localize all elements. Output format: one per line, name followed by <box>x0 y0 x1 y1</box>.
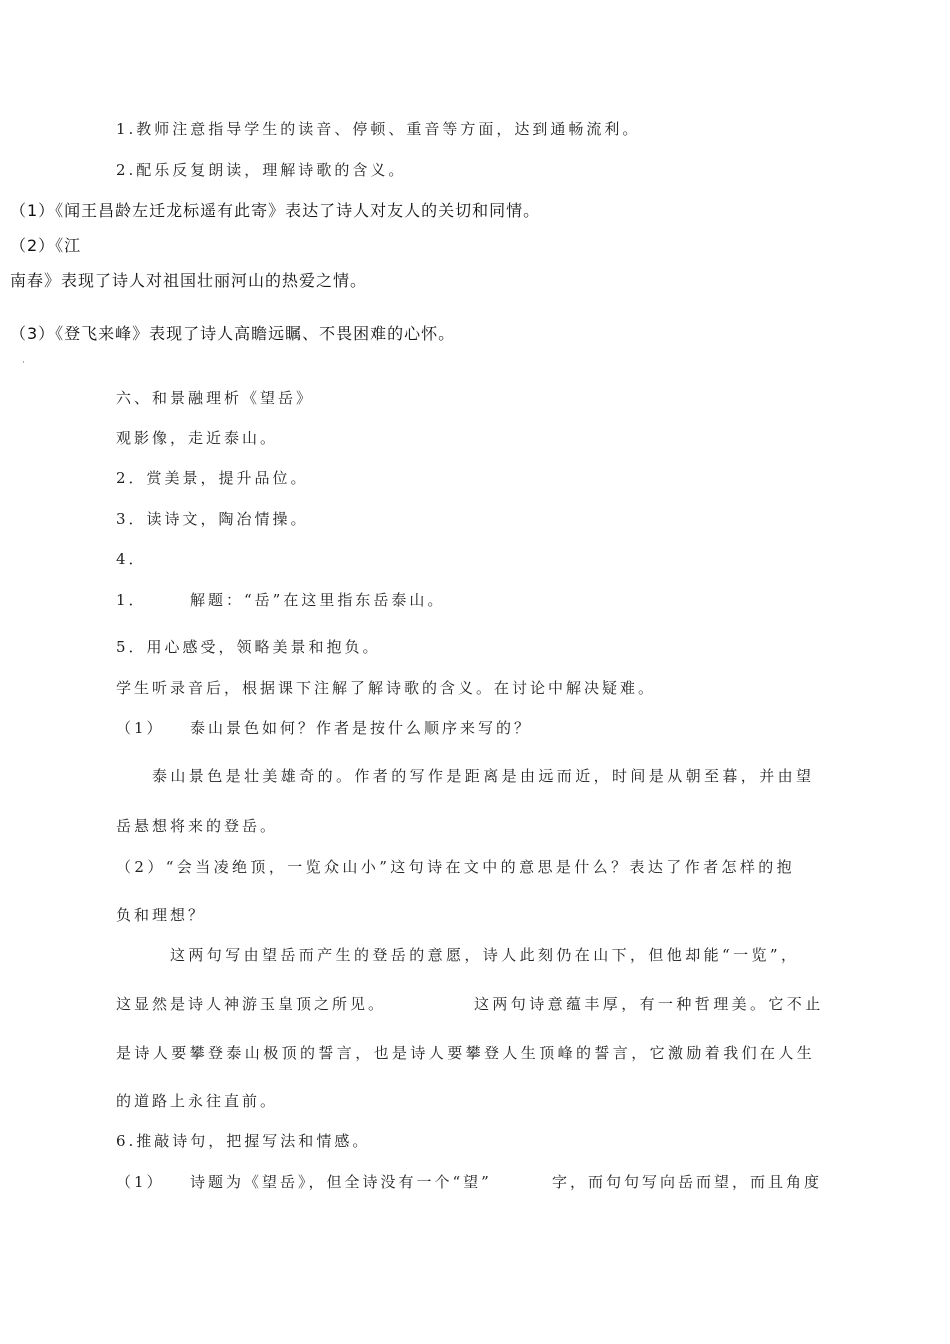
paragraph-line: 6.推敲诗句，把握写法和情感。 <box>116 1132 371 1150</box>
section-heading: 六、和景融理析《望岳》 <box>116 389 315 407</box>
paragraph-line: 岳悬想将来的登岳。 <box>116 817 279 835</box>
paragraph-line: 1.教师注意指导学生的读音、停顿、重音等方面，达到通畅流利。 <box>116 120 641 138</box>
paragraph-line: 的道路上永往直前。 <box>116 1092 279 1110</box>
paragraph-line: 5．用心感受，领略美景和抱负。 <box>116 638 381 656</box>
paragraph-line: （2）《江 <box>10 236 82 255</box>
paragraph-line: 学生听录音后，根据课下注解了解诗歌的含义。在讨论中解决疑难。 <box>116 679 657 697</box>
paragraph-line: 这两句写由望岳而产生的登岳的意愿，诗人此刻仍在山下，但他却能“一览”， <box>170 946 800 964</box>
paragraph-line: 这两句诗意蕴丰厚，有一种哲理美。它不止 <box>474 995 824 1013</box>
paragraph-line: 解题：“岳”在这里指东岳泰山。 <box>190 591 446 609</box>
question-number: （1） <box>116 1173 165 1191</box>
paragraph-line-number: 1． <box>116 591 147 609</box>
paragraph-line: 3．读诗文，陶冶情操。 <box>116 510 309 528</box>
paragraph-line: 4． <box>116 550 147 568</box>
paragraph-line: 2．赏美景，提升品位。 <box>116 469 309 487</box>
question-text: 泰山景色如何？作者是按什么顺序来写的？ <box>190 719 533 737</box>
stray-mark: · <box>22 358 25 368</box>
paragraph-line: （1）《闻王昌龄左迁龙标遥有此寄》表达了诗人对友人的关切和同情。 <box>10 201 541 220</box>
paragraph-line: 2.配乐反复朗读，理解诗歌的含义。 <box>116 161 407 179</box>
paragraph-line: （3）《登飞来峰》表现了诗人高瞻远瞩、不畏困难的心怀。 <box>10 324 456 343</box>
question-text: （2）“会当凌绝顶，一览众山小”这句诗在文中的意思是什么？表达了作者怎样的抱 <box>116 858 796 876</box>
question-number: （1） <box>116 719 165 737</box>
paragraph-line: 诗题为《望岳》，但全诗没有一个“望” <box>190 1173 492 1191</box>
question-text: 负和理想？ <box>116 906 207 924</box>
paragraph-line: 这显然是诗人神游玉皇顶之所见。 <box>116 995 387 1013</box>
paragraph-line: 字，而句句写向岳而望，而且角度 <box>552 1173 823 1191</box>
paragraph-line: 南春》表现了诗人对祖国壮丽河山的热爱之情。 <box>10 271 368 290</box>
paragraph-line: 泰山景色是壮美雄奇的。作者的写作是距离是由远而近，时间是从朝至暮，并由望 <box>152 767 815 785</box>
paragraph-line: 是诗人要攀登泰山极顶的誓言，也是诗人要攀登人生顶峰的誓言，它激励着我们在人生 <box>116 1044 816 1062</box>
paragraph-line: 观影像，走近泰山。 <box>116 429 279 447</box>
